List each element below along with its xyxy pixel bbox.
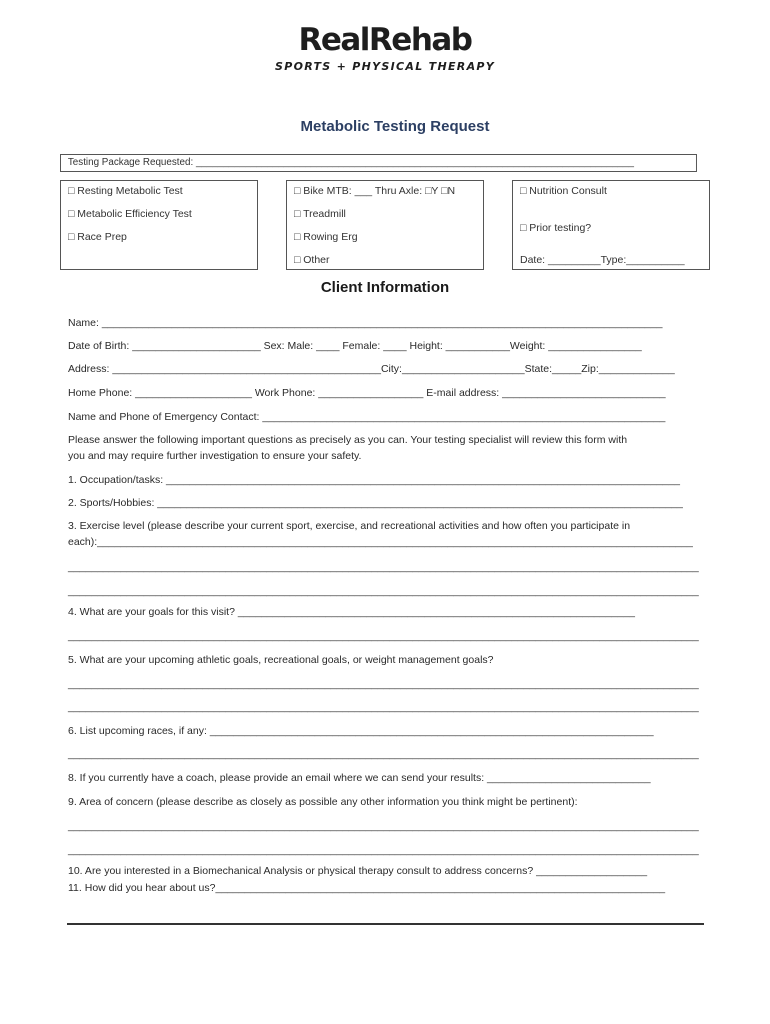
q4-answer-line[interactable]: ____________________________________________________________________________________________________________ <box>68 630 699 642</box>
prior-testing-date-type[interactable]: Date: _________Type:__________ <box>520 254 685 266</box>
option-treadmill[interactable]: □ Treadmill <box>294 208 346 220</box>
option-resting-metabolic[interactable]: □ Resting Metabolic Test <box>68 185 183 197</box>
option-nutrition-consult[interactable]: □ Nutrition Consult <box>520 185 607 197</box>
q5-answer-line-2[interactable]: ____________________________________________________________________________________________________________ <box>68 701 699 713</box>
logo-tagline: SPORTS + PHYSICAL THERAPY <box>274 60 496 73</box>
q6-upcoming-races[interactable]: 6. List upcoming races, if any: ____________________________________________________________________________ <box>68 725 654 737</box>
instructions-text-2: you and may require further investigation to ensure your safety. <box>68 450 362 462</box>
q6-answer-line[interactable]: ____________________________________________________________________________________________________________ <box>68 748 699 760</box>
option-other[interactable]: □ Other <box>294 254 330 266</box>
q10-biomechanical[interactable]: 10. Are you interested in a Biomechanical Analysis or physical therapy consult to address concerns? ___________________ <box>68 865 648 877</box>
q3-answer-line-1[interactable]: each):______________________________________________________________________________________________________ <box>68 536 693 548</box>
option-rowing-erg[interactable]: □ Rowing Erg <box>294 231 358 243</box>
phone-email-fields[interactable]: Home Phone: ____________________ Work Phone: __________________ E-mail address: ____________________________ <box>68 387 666 399</box>
option-prior-testing[interactable]: □ Prior testing? <box>520 222 592 234</box>
form-title: Metabolic Testing Request <box>300 118 490 135</box>
footer-rule <box>67 923 704 925</box>
q5-upcoming-goals: 5. What are your upcoming athletic goals, recreational goals, or weight management goals? <box>68 654 494 666</box>
instructions-text: Please answer the following important questions as precisely as you can. Your testing specialist will review this form with <box>68 434 628 446</box>
option-metabolic-efficiency[interactable]: □ Metabolic Efficiency Test <box>68 208 192 220</box>
q1-occupation[interactable]: 1. Occupation/tasks: ________________________________________________________________________________________ <box>68 474 680 486</box>
q5-answer-line-1[interactable]: ____________________________________________________________________________________________________________ <box>68 678 699 690</box>
name-field[interactable]: Name: ________________________________________________________________________________________________ <box>68 317 663 329</box>
testing-package-field[interactable]: Testing Package Requested: ________________________________________________________________________________ <box>60 154 697 172</box>
address-fields[interactable]: Address: ______________________________________________City:_____________________State:_____Zip:_____________ <box>68 363 675 375</box>
logo <box>0 22 770 73</box>
q9-answer-line-2[interactable]: ____________________________________________________________________________________________________________ <box>68 844 699 856</box>
section-title-client-info: Client Information <box>320 279 450 296</box>
option-race-prep[interactable]: □ Race Prep <box>68 231 127 243</box>
q2-sports-hobbies[interactable]: 2. Sports/Hobbies: __________________________________________________________________________________________ <box>68 497 683 509</box>
q9-area-of-concern: 9. Area of concern (please describe as closely as possible any other information you think might be pertinent): <box>68 796 578 808</box>
dob-sex-height-weight-fields[interactable]: Date of Birth: ______________________ Sex: Male: ____ Female: ____ Height: ___________Weight: ________________ <box>68 340 642 352</box>
options-box-tests <box>60 180 258 270</box>
q4-goals-visit[interactable]: 4. What are your goals for this visit? ____________________________________________________________________ <box>68 606 635 618</box>
emergency-contact-field[interactable]: Name and Phone of Emergency Contact: _____________________________________________________________________ <box>68 411 666 423</box>
q3-exercise-level: 3. Exercise level (please describe your current sport, exercise, and recreational activities and how often you participate in <box>68 520 631 532</box>
logo-wordmark: RealRehab <box>298 22 472 58</box>
option-bike[interactable]: □ Bike MTB: ___ Thru Axle: □Y □N <box>294 185 456 197</box>
q9-answer-line-1[interactable]: ____________________________________________________________________________________________________________ <box>68 820 699 832</box>
q8-coach-email[interactable]: 8. If you currently have a coach, please provide an email where we can send your results: ____________________________ <box>68 772 651 784</box>
q11-hear-about-us[interactable]: 11. How did you hear about us?_____________________________________________________________________________ <box>68 882 666 894</box>
options-box-nutrition <box>512 180 710 270</box>
options-box-equipment <box>286 180 484 270</box>
q3-answer-line-3[interactable]: ____________________________________________________________________________________________________________ <box>68 585 699 597</box>
q3-answer-line-2[interactable]: ____________________________________________________________________________________________________________ <box>68 561 699 573</box>
